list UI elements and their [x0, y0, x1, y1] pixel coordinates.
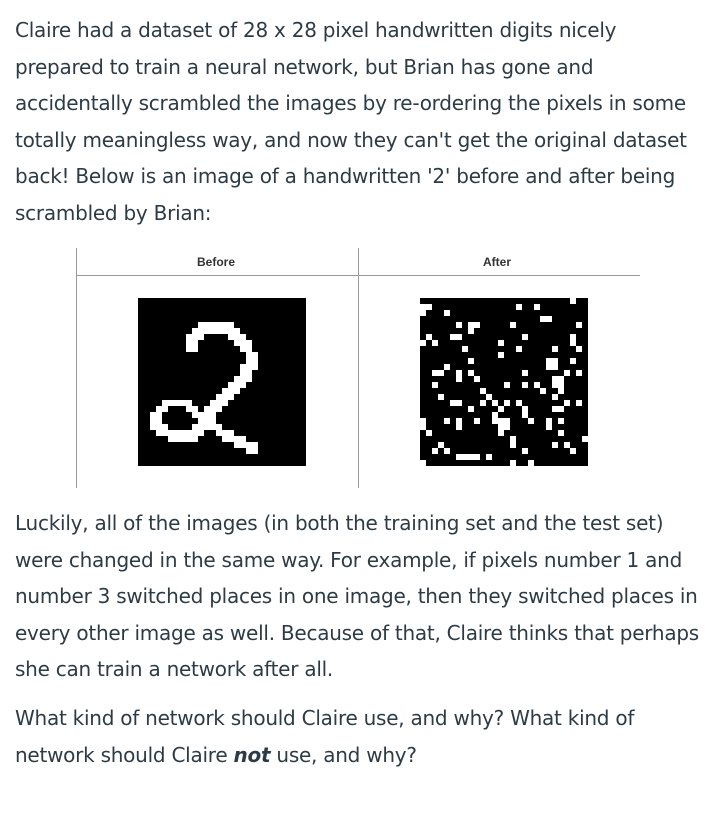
- scrambled-pixel: [564, 400, 570, 406]
- scrambled-pixel: [438, 442, 444, 448]
- digit-pixel: [228, 328, 234, 334]
- digit-pixel: [168, 400, 174, 406]
- digit-pixel: [210, 412, 216, 418]
- scrambled-pixel: [492, 418, 498, 424]
- digit-pixel: [150, 418, 156, 424]
- digit-pixel: [240, 376, 246, 382]
- scrambled-pixel: [516, 346, 522, 352]
- digit-figure: [76, 248, 640, 488]
- scrambled-pixel: [522, 406, 528, 412]
- scrambled-pixel: [504, 382, 510, 388]
- scrambled-pixel: [576, 400, 582, 406]
- scrambled-pixel: [522, 412, 528, 418]
- scrambled-pixel: [426, 334, 432, 340]
- digit-pixel: [174, 430, 180, 436]
- digit-pixel: [192, 412, 198, 418]
- scrambled-pixel: [498, 418, 504, 424]
- scrambled-pixel: [516, 400, 522, 406]
- scrambled-pixel: [504, 418, 510, 424]
- question-paragraph: [15, 700, 705, 773]
- scrambled-pixel: [558, 376, 564, 382]
- digit-pixel: [192, 436, 198, 442]
- scrambled-pixel: [552, 442, 558, 448]
- scrambled-pixel: [474, 376, 480, 382]
- scrambled-pixel: [450, 400, 456, 406]
- digit-pixel: [216, 424, 222, 430]
- scrambled-pixel: [456, 322, 462, 328]
- digit-pixel: [228, 334, 234, 340]
- digit-pixel: [252, 448, 258, 454]
- digit-pixel: [198, 322, 204, 328]
- scrambled-pixel: [510, 322, 516, 328]
- digit-pixel: [180, 400, 186, 406]
- digit-pixel: [180, 430, 186, 436]
- digit-pixel: [186, 400, 192, 406]
- digit-pixel: [228, 322, 234, 328]
- scrambled-pixel: [462, 454, 468, 460]
- scrambled-pixel: [522, 370, 528, 376]
- digit-pixel: [162, 400, 168, 406]
- scrambled-pixel: [456, 424, 462, 430]
- before-digit-image: [138, 298, 306, 466]
- explanation-paragraph: Luckily, all of the images (in both the training set and the test set) were changed in the same way. For example, if pixels number 1 and number 3 switched places in one image, then they switched places in every other image as well. Because of that, Claire thinks that perhaps she can train a network after all.: [15, 511, 699, 681]
- digit-pixel: [228, 388, 234, 394]
- digit-pixel: [210, 418, 216, 424]
- scrambled-pixel: [552, 406, 558, 412]
- digit-pixel: [198, 334, 204, 340]
- scrambled-pixel: [444, 364, 450, 370]
- digit-pixel: [198, 328, 204, 334]
- scrambled-pixel: [456, 370, 462, 376]
- digit-pixel: [252, 352, 258, 358]
- scrambled-pixel: [510, 436, 516, 442]
- digit-pixel: [234, 442, 240, 448]
- scrambled-pixel: [498, 340, 504, 346]
- scrambled-pixel: [546, 358, 552, 364]
- digit-pixel: [222, 388, 228, 394]
- digit-pixel: [246, 376, 252, 382]
- digit-pixel: [204, 406, 210, 412]
- scrambled-pixel: [486, 454, 492, 460]
- scrambled-pixel: [456, 454, 462, 460]
- scrambled-pixel: [474, 454, 480, 460]
- digit-pixel: [186, 406, 192, 412]
- scrambled-pixel: [576, 322, 582, 328]
- digit-pixel: [180, 436, 186, 442]
- digit-pixel: [228, 394, 234, 400]
- digit-pixel: [192, 334, 198, 340]
- digit-pixel: [246, 352, 252, 358]
- scrambled-pixel: [522, 448, 528, 454]
- digit-pixel: [198, 430, 204, 436]
- digit-pixel: [192, 328, 198, 334]
- digit-pixel: [210, 424, 216, 430]
- digit-pixel: [216, 328, 222, 334]
- digit-pixel: [246, 364, 252, 370]
- digit-pixel: [156, 418, 162, 424]
- scrambled-pixel: [558, 388, 564, 394]
- scrambled-pixel: [570, 358, 576, 364]
- digit-pixel: [204, 412, 210, 418]
- scrambled-pixel: [558, 382, 564, 388]
- scrambled-pixel: [444, 418, 450, 424]
- scrambled-pixel: [504, 424, 510, 430]
- scrambled-pixel: [450, 334, 456, 340]
- scrambled-pixel: [552, 376, 558, 382]
- scrambled-pixel: [522, 382, 528, 388]
- scrambled-pixel: [432, 370, 438, 376]
- scrambled-pixel: [546, 418, 552, 424]
- scrambled-pixel: [528, 460, 534, 466]
- after-label: After: [483, 255, 512, 269]
- scrambled-pixel: [510, 442, 516, 448]
- scrambled-pixel: [432, 448, 438, 454]
- scrambled-pixel: [498, 424, 504, 430]
- figure-left-divider: [76, 248, 77, 488]
- scrambled-pixel: [438, 394, 444, 400]
- digit-pixel: [240, 382, 246, 388]
- scrambled-pixel: [480, 400, 486, 406]
- digit-pixel: [216, 406, 222, 412]
- scrambled-pixel: [468, 370, 474, 376]
- scrambled-pixel: [516, 304, 522, 310]
- scrambled-pixel: [570, 298, 576, 304]
- digit-pixel: [228, 382, 234, 388]
- digit-pixel: [234, 382, 240, 388]
- scrambled-pixel: [504, 400, 510, 406]
- scrambled-pixel: [552, 364, 558, 370]
- intro-text: Claire had a dataset of 28 x 28 pixel handwritten digits nicely prepared to train a neural network, but Brian has gone and accidentally scrambled the images by re-ordering the pixels in some totally meaningless way, and now they can't get the original dataset back! Below is an image of a handwritten '2' before and after being scrambled by Brian:: [15, 18, 687, 225]
- scrambled-pixel: [570, 334, 576, 340]
- digit-pixel: [192, 424, 198, 430]
- scrambled-pixel: [498, 430, 504, 436]
- scrambled-pixel: [480, 388, 486, 394]
- digit-pixel: [156, 430, 162, 436]
- scrambled-pixel: [564, 442, 570, 448]
- scrambled-pixel: [468, 406, 474, 412]
- scrambled-pixel: [546, 364, 552, 370]
- digit-pixel: [204, 418, 210, 424]
- digit-pixel: [192, 346, 198, 352]
- digit-pixel: [192, 340, 198, 346]
- question-text-part2: use, and why?: [270, 742, 417, 767]
- scrambled-pixel: [420, 304, 426, 310]
- scrambled-pixel: [510, 460, 516, 466]
- scrambled-pixel: [552, 394, 558, 400]
- digit-pixel: [156, 412, 162, 418]
- scrambled-pixel: [420, 310, 426, 316]
- after-scrambled-image: [420, 298, 588, 466]
- digit-pixel: [204, 322, 210, 328]
- scrambled-pixel: [420, 340, 426, 346]
- scrambled-pixel: [468, 322, 474, 328]
- digit-pixel: [216, 322, 222, 328]
- digit-pixel: [240, 370, 246, 376]
- digit-pixel: [210, 406, 216, 412]
- digit-pixel: [216, 400, 222, 406]
- digit-pixel: [252, 358, 258, 364]
- digit-pixel: [240, 346, 246, 352]
- digit-pixel: [240, 340, 246, 346]
- digit-pixel: [246, 346, 252, 352]
- scrambled-pixel: [552, 382, 558, 388]
- scrambled-pixel: [486, 394, 492, 400]
- digit-pixel: [234, 340, 240, 346]
- digit-pixel: [192, 430, 198, 436]
- digit-pixel: [210, 322, 216, 328]
- scrambled-pixel: [468, 454, 474, 460]
- scrambled-pixel: [474, 418, 480, 424]
- digit-pixel: [204, 328, 210, 334]
- digit-pixel: [222, 436, 228, 442]
- scrambled-pixel: [444, 310, 450, 316]
- scrambled-pixel: [540, 316, 546, 322]
- scrambled-pixel: [474, 322, 480, 328]
- scrambled-pixel: [546, 424, 552, 430]
- scrambled-pixel: [462, 346, 468, 352]
- digit-pixel: [198, 418, 204, 424]
- digit-pixel: [246, 358, 252, 364]
- scrambled-pixel: [534, 304, 540, 310]
- digit-pixel: [186, 436, 192, 442]
- scrambled-pixel: [558, 418, 564, 424]
- digit-pixel: [222, 394, 228, 400]
- scrambled-pixel: [426, 430, 432, 436]
- scrambled-pixel: [546, 316, 552, 322]
- digit-pixel: [210, 400, 216, 406]
- digit-pixel: [186, 346, 192, 352]
- digit-pixel: [156, 406, 162, 412]
- digit-pixel: [246, 442, 252, 448]
- digit-pixel: [240, 442, 246, 448]
- digit-pixel: [156, 424, 162, 430]
- digit-pixel: [222, 430, 228, 436]
- scrambled-pixel: [456, 418, 462, 424]
- digit-pixel: [252, 364, 258, 370]
- scrambled-pixel: [552, 346, 558, 352]
- scrambled-pixel: [456, 400, 462, 406]
- scrambled-pixel: [426, 304, 432, 310]
- digit-pixel: [246, 448, 252, 454]
- digit-pixel: [174, 400, 180, 406]
- digit-pixel: [216, 430, 222, 436]
- digit-pixel: [240, 334, 246, 340]
- scrambled-pixel: [534, 382, 540, 388]
- digit-pixel: [210, 328, 216, 334]
- digit-pixel: [234, 334, 240, 340]
- scrambled-pixel: [528, 418, 534, 424]
- digit-pixel: [234, 436, 240, 442]
- digit-pixel: [228, 430, 234, 436]
- scrambled-pixel: [420, 460, 426, 466]
- digit-pixel: [168, 430, 174, 436]
- digit-pixel: [168, 436, 174, 442]
- digit-pixel: [222, 328, 228, 334]
- scrambled-pixel: [438, 370, 444, 376]
- digit-pixel: [252, 442, 258, 448]
- digit-pixel: [222, 400, 228, 406]
- digit-pixel: [234, 328, 240, 334]
- before-label: Before: [197, 255, 236, 269]
- question-emphasis: not: [233, 742, 271, 767]
- scrambled-pixel: [552, 358, 558, 364]
- digit-pixel: [150, 412, 156, 418]
- digit-pixel: [198, 412, 204, 418]
- digit-pixel: [204, 424, 210, 430]
- scrambled-pixel: [558, 406, 564, 412]
- digit-pixel: [186, 340, 192, 346]
- scrambled-pixel: [582, 436, 588, 442]
- digit-pixel: [234, 376, 240, 382]
- scrambled-pixel: [468, 358, 474, 364]
- scrambled-pixel: [420, 424, 426, 430]
- scrambled-pixel: [456, 334, 462, 340]
- question-text-part1: What kind of network should Claire use, and why? What kind of network should Claire: [15, 706, 635, 767]
- figure-column-divider: [358, 248, 359, 488]
- scrambled-pixel: [492, 400, 498, 406]
- digit-pixel: [228, 436, 234, 442]
- digit-pixel: [246, 370, 252, 376]
- digit-pixel: [240, 364, 246, 370]
- digit-pixel: [186, 430, 192, 436]
- scrambled-pixel: [498, 406, 504, 412]
- digit-pixel: [240, 436, 246, 442]
- digit-pixel: [186, 334, 192, 340]
- scrambled-pixel: [576, 370, 582, 376]
- scrambled-pixel: [420, 418, 426, 424]
- scrambled-pixel: [570, 448, 576, 454]
- scrambled-pixel: [432, 340, 438, 346]
- scrambled-pixel: [540, 388, 546, 394]
- scrambled-pixel: [558, 430, 564, 436]
- digit-pixel: [162, 406, 168, 412]
- scrambled-pixel: [444, 448, 450, 454]
- scrambled-pixel: [468, 328, 474, 334]
- digit-pixel: [234, 388, 240, 394]
- scrambled-pixel: [498, 352, 504, 358]
- digit-pixel: [246, 340, 252, 346]
- digit-pixel: [222, 322, 228, 328]
- digit-pixel: [162, 424, 168, 430]
- scrambled-pixel: [456, 376, 462, 382]
- digit-pixel: [216, 394, 222, 400]
- intro-paragraph: [15, 12, 705, 231]
- scrambled-pixel: [432, 382, 438, 388]
- scrambled-pixel: [576, 346, 582, 352]
- scrambled-pixel: [564, 370, 570, 376]
- digit-pixel: [198, 424, 204, 430]
- digit-pixel: [150, 424, 156, 430]
- digit-pixel: [192, 406, 198, 412]
- scrambled-pixel: [492, 412, 498, 418]
- scrambled-pixel: [522, 334, 528, 340]
- scrambled-pixel: [570, 340, 576, 346]
- digit-pixel: [162, 430, 168, 436]
- digit-pixel: [174, 436, 180, 442]
